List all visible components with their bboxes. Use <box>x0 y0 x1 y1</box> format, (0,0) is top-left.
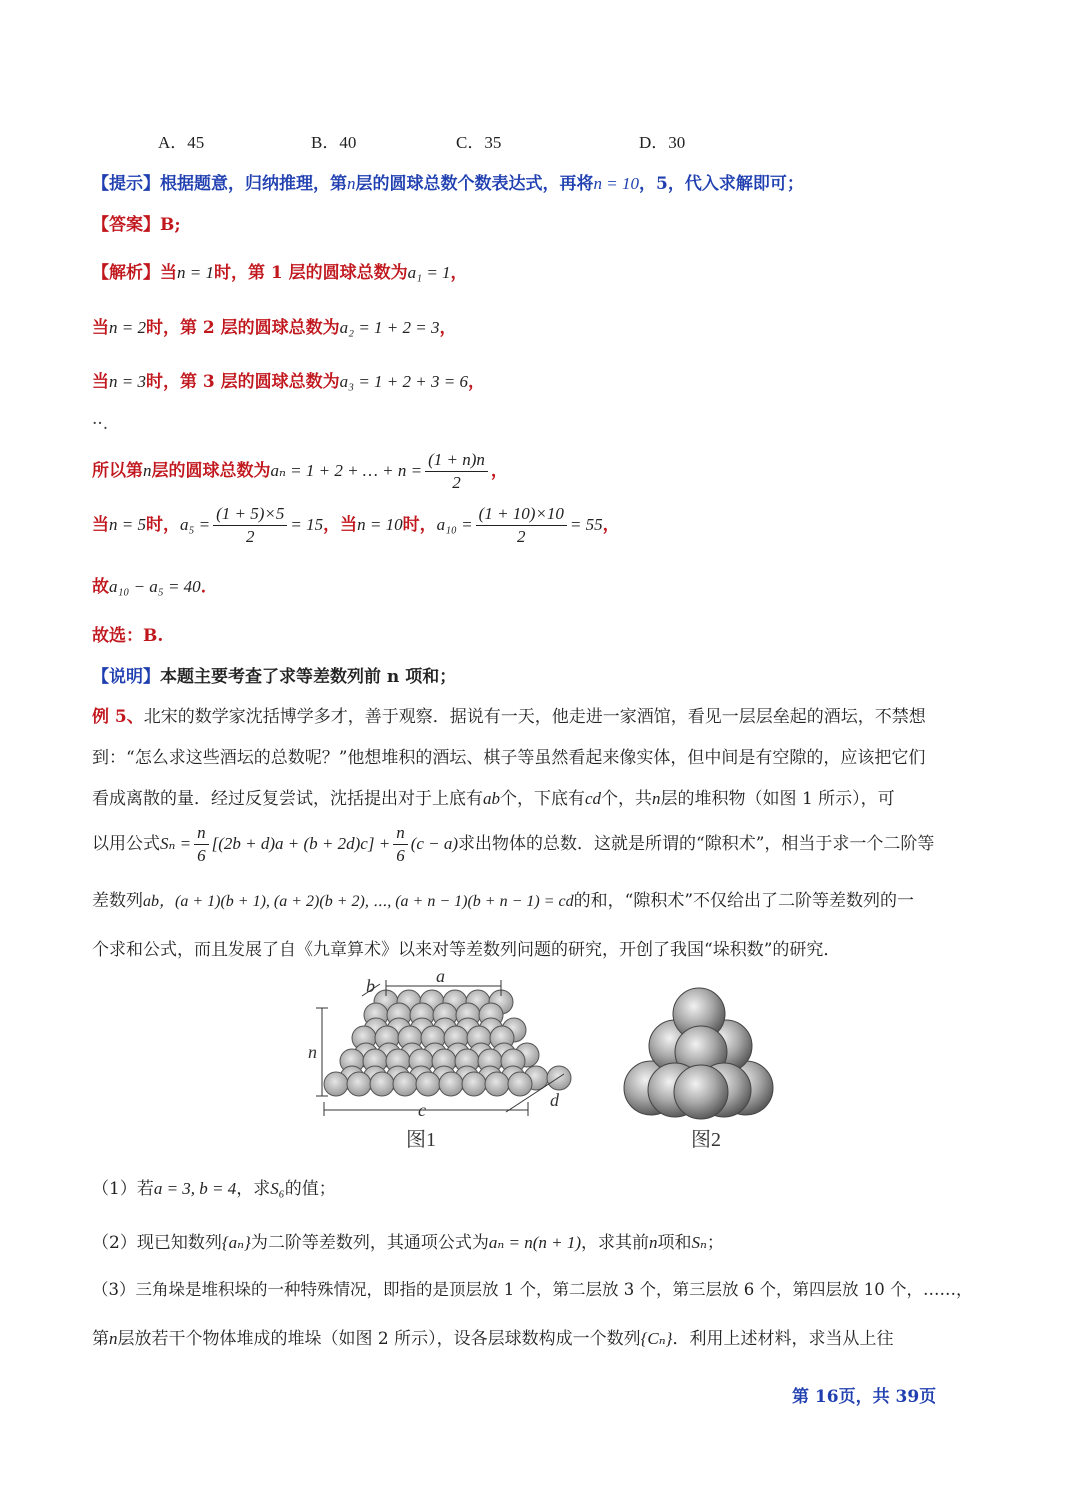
step3-pre: 当 <box>92 372 109 392</box>
q3-b: 层放若干个物体堆成的堆垛（如图 2 所示），设各层球数构成一个数列 <box>117 1329 641 1349</box>
solution-tag: 【解析】 <box>92 263 160 283</box>
step1-cond: n = 1 <box>177 263 214 282</box>
hint-text-after: ，5，代入求解即可； <box>638 174 804 194</box>
s5-rhs: = 15 <box>290 515 324 534</box>
solution-general <box>92 449 988 494</box>
solution-difference <box>92 572 988 597</box>
hint-tag: 【提示】 <box>92 174 160 194</box>
q1-c: 的值； <box>284 1179 336 1199</box>
step2-expr: a₂ = 1 + 2 = 3 <box>339 318 440 337</box>
s10-den: 2 <box>517 527 526 546</box>
label-c: c <box>418 1100 426 1120</box>
hint-text: 根据题意，归纳推理，第 <box>160 174 347 194</box>
q2-s: Sₙ <box>691 1233 707 1252</box>
l3-d: 层的堆积物（如图 1 所示），可 <box>660 789 895 809</box>
question-2 <box>92 1228 988 1253</box>
example-text-1: 北宋的数学家沈括博学多才，善于观察．据说有一天，他走进一家酒馆，看见一层层垒起的酒坛，不禁想 <box>143 707 926 727</box>
l3-b: 个，下底有 <box>500 789 585 809</box>
q2-d: 项和 <box>657 1233 692 1253</box>
answer-value: B; <box>160 215 181 235</box>
label-a: a <box>436 970 445 986</box>
stack-of-logs <box>324 990 571 1096</box>
q3-n: n <box>109 1329 118 1348</box>
l3-a: 看成离散的量．经过反复尝试，沈括提出对于上底有 <box>92 789 483 809</box>
step1-pre: 当 <box>160 263 177 283</box>
answer-line <box>92 210 988 235</box>
solution-ellipsis: ··. <box>92 414 109 434</box>
q2-seq: {aₙ} <box>221 1233 251 1252</box>
l4-s: Sₙ = <box>160 834 192 853</box>
q2-e: ； <box>706 1233 724 1253</box>
s10-cond: n = 10 <box>357 515 403 534</box>
q2-expr: aₙ = n(n + 1) <box>488 1233 581 1252</box>
sphere-pyramid <box>624 988 773 1119</box>
hint-var: n <box>347 174 356 193</box>
general-num: (1 + n)n <box>425 449 488 472</box>
l3-c: 个，共 <box>601 789 653 809</box>
step2-pre: 当 <box>92 318 109 338</box>
hint-text-mid: 层的圆球总数个数表达式，再将 <box>355 174 594 194</box>
general-pre: 所以第 <box>92 461 143 481</box>
solution-choose: 故选：B. <box>92 626 164 646</box>
label-n: n <box>308 1042 317 1062</box>
figure-2-caption: 图2 <box>691 1129 721 1151</box>
s10-lhs: a₁₀ = <box>436 515 473 534</box>
step3-expr: a₃ = 1 + 2 + 3 = 6 <box>339 372 468 391</box>
s5-den: 2 <box>246 527 255 546</box>
q2-n: n <box>648 1233 658 1252</box>
note-tag: 【说明】 <box>92 667 160 687</box>
step1-mid: 时，第 1 层的圆球总数为 <box>213 263 408 283</box>
step2-end: ， <box>439 318 457 338</box>
figure-2 <box>616 980 786 1155</box>
example-line-5 <box>92 886 988 911</box>
s10-pre: ，当 <box>323 515 358 535</box>
step1-expr: a₁ = 1 <box>407 263 451 282</box>
s5-mid: 时， <box>145 515 180 535</box>
l4-bracket: [(2b + d)a + (b + 2d)c] + <box>211 834 391 853</box>
s5-lhs: a₅ = <box>179 515 211 534</box>
q2-c: ，求其前 <box>580 1233 649 1253</box>
q3-a: 第 <box>92 1329 109 1349</box>
diff-pre: 故 <box>92 577 109 597</box>
s5-num: (1 + 5)×5 <box>213 503 287 526</box>
l4-f2-num: n <box>393 822 408 845</box>
example-line-1 <box>92 702 988 727</box>
figure-1 <box>306 970 576 1155</box>
general-expr: aₙ = 1 + 2 + … + n = <box>270 461 423 480</box>
s10-mid: 时， <box>402 515 437 535</box>
s10-end: ， <box>602 515 620 535</box>
example-line-4 <box>92 822 988 867</box>
question-1 <box>92 1174 988 1199</box>
l4-a: 以用公式 <box>92 834 160 854</box>
note-line <box>92 662 988 687</box>
example-tag: 例 5、 <box>92 707 144 727</box>
q2-b: 为二阶等差数列，其通项公式为 <box>250 1233 489 1253</box>
s10-num: (1 + 10)×10 <box>476 503 567 526</box>
note-text: 本题主要考查了求等差数列前 n 项和； <box>160 667 457 687</box>
q2-a: （2）现已知数列 <box>92 1233 222 1253</box>
general-den: 2 <box>452 473 461 492</box>
answer-tag: 【答案】 <box>92 215 160 235</box>
l3-n: n <box>652 789 661 808</box>
option-d: D．30 <box>639 133 686 152</box>
general-var: n <box>143 461 152 480</box>
diff-expr: a₁₀ − a₅ = 40 <box>109 577 201 596</box>
question-3-line-1: （3）三角垛是堆积垛的一种特殊情况，即指的是顶层放 1 个，第二层放 3 个，第三层放 6 个，第四层放 10 个，……， <box>92 1280 973 1299</box>
l3-ab: ab <box>483 789 500 808</box>
l5-b: 的和，“隙积术”不仅给出了二阶等差数列的一 <box>573 891 915 911</box>
general-fraction <box>425 449 488 494</box>
q1-expr: a = 3, b = 4 <box>153 1179 237 1198</box>
label-d: d <box>550 1090 559 1110</box>
l4-frac-2 <box>393 822 408 867</box>
solution-step-2 <box>92 313 988 338</box>
solution-step-3 <box>92 367 988 392</box>
example-line-6: 个求和公式，而且发展了自《九章算术》以来对等差数列问题的研究，开创了我国“垛积数”的研究． <box>92 940 841 960</box>
step1-end: ， <box>450 263 468 283</box>
step3-end: ， <box>467 372 485 392</box>
general-end: ， <box>490 461 508 481</box>
l4-f2-den: 6 <box>396 846 405 865</box>
question-3-line-2 <box>92 1324 988 1349</box>
s5-pre: 当 <box>92 515 109 535</box>
option-c: C．35 <box>456 133 502 152</box>
figure-1-caption: 图1 <box>406 1129 436 1151</box>
s10-rhs: = 55 <box>569 515 603 534</box>
hint-line <box>92 169 988 194</box>
option-b: B．40 <box>311 133 357 152</box>
q3-seq: {Cₙ} <box>640 1329 673 1348</box>
page-footer: 第 16页，共 39页 <box>792 1387 937 1407</box>
q1-a: （1）若 <box>92 1179 154 1199</box>
l4-cma: (c − a) <box>410 834 459 853</box>
label-b: b <box>366 976 375 996</box>
q1-b: ，求 <box>236 1179 271 1199</box>
solution-values <box>92 503 988 548</box>
l4-f1-den: 6 <box>197 846 206 865</box>
s5-fraction <box>213 503 287 548</box>
s5-cond: n = 5 <box>109 515 146 534</box>
l3-cd: cd <box>585 789 602 808</box>
hint-expr: n = 10 <box>593 174 639 193</box>
step3-mid: 时，第 3 层的圆球总数为 <box>145 372 340 392</box>
s10-fraction <box>476 503 567 548</box>
example-line-3 <box>92 784 988 809</box>
l5-expr: ab，(a + 1)(b + 1), (a + 2)(b + 2), ⋯, (a + n − 1)(b + n − 1) = cd <box>143 893 574 910</box>
step3-cond: n = 3 <box>109 372 146 391</box>
example-line-2: 到：“怎么求这些酒坛的总数呢？”他想堆积的酒坛、棋子等虽然看起来像实体，但中间是有空隙的，应该把它们 <box>92 748 926 768</box>
option-a: A．45 <box>158 133 205 152</box>
l4-frac-1 <box>194 822 209 867</box>
general-mid: 层的圆球总数为 <box>151 461 271 481</box>
solution-step-1 <box>92 258 988 283</box>
l4-f1-num: n <box>194 822 209 845</box>
l4-b: 求出物体的总数．这就是所谓的“隙积术”，相当于求一个二阶等 <box>458 834 935 854</box>
step2-cond: n = 2 <box>109 318 146 337</box>
q1-s: S₆ <box>270 1179 285 1198</box>
l5-a: 差数列 <box>92 891 143 911</box>
q3-c: ．利用上述材料，求当从上往 <box>672 1329 894 1349</box>
step2-mid: 时，第 2 层的圆球总数为 <box>145 318 340 338</box>
diff-end: ． <box>200 577 218 597</box>
